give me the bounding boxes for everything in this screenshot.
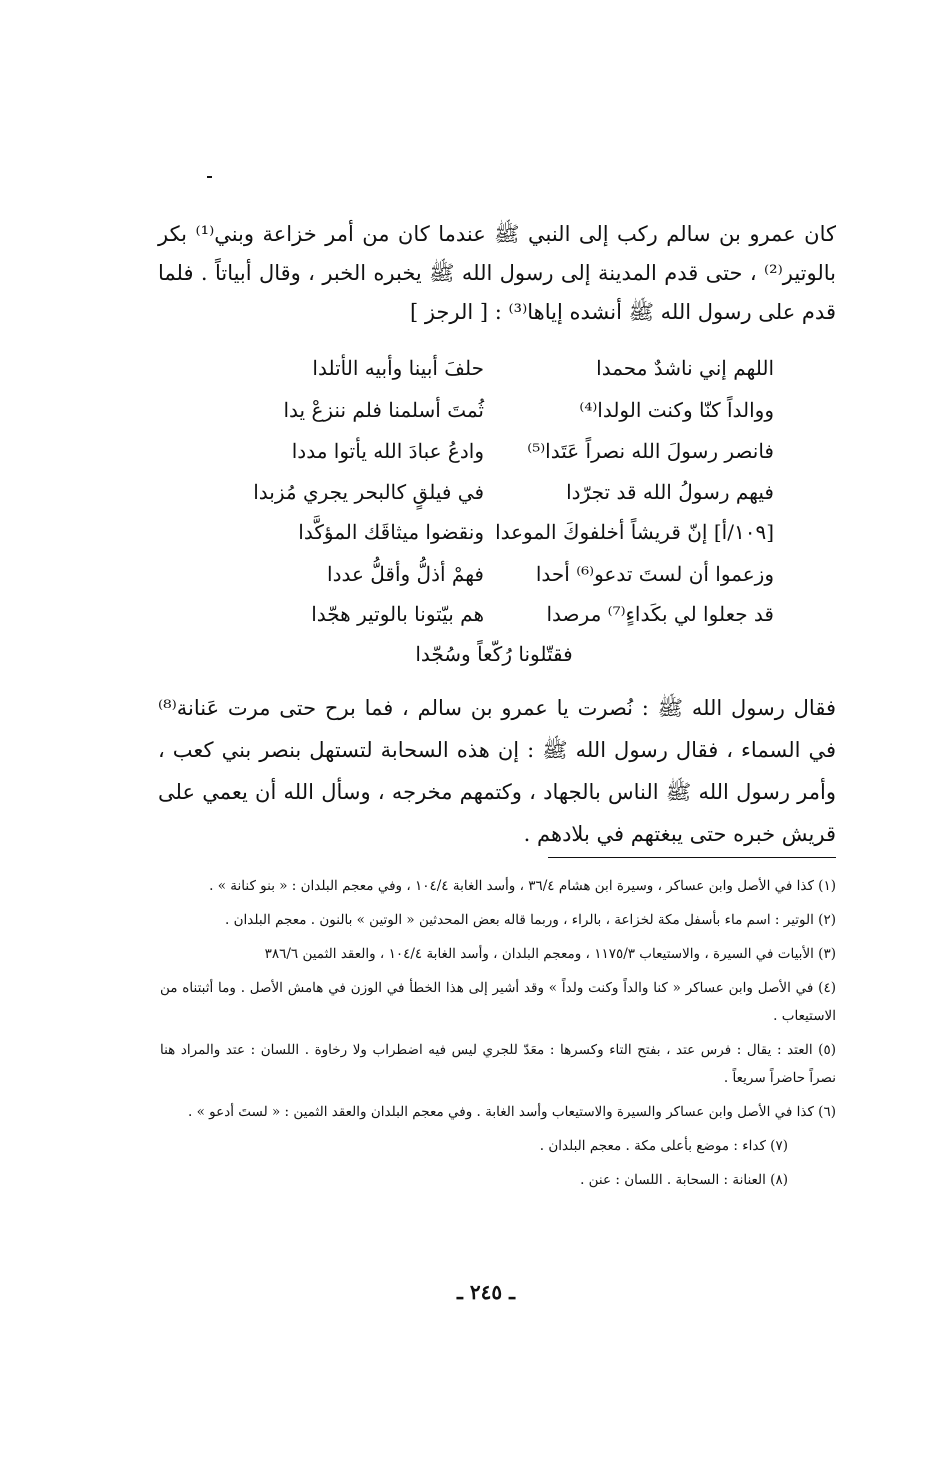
intro-text: كان عمرو بن سالم ركب إلى النبي ﷺ عندما كان من أمر خزاعة وبني⁽¹⁾ بكر بالوتير⁽²⁾ ، حتى قدم المدينة إلى رسول الله ﷺ يخبره الخبر ، وقال أبياتاً . فلما قدم على رسول الله ﷺ أنشده إياها⁽³⁾ : [ الرجز ]: [158, 222, 836, 324]
verse-second-half: فهمْ أذلُّ وأقلُّ عددا: [327, 562, 484, 586]
verse-second-half: في فيلقٍ كالبحر يجري مُزبدا: [253, 480, 484, 504]
footnote: (٥) العتد : يقال : فرس عتد ، بفتح التاء وكسرها : معَدّ للجري ليس فيه اضطراب ولا رخاوة . اللسان : عتد والمراد هنا نصراً حاضراً سريعاً .: [160, 1042, 836, 1086]
verse-first-half: قد جعلوا لي بكَداءٍ⁽⁷⁾ مرصدا: [546, 602, 774, 626]
verse-second-half: ونقضوا ميثاقَك المؤكَّدا: [298, 520, 484, 544]
scan-mark: [207, 176, 212, 178]
intro-paragraph: [158, 215, 836, 332]
poem-last-line: فقتّلونا رُكّعاً وسُجّدا: [415, 642, 573, 666]
verse-second-half: هم بيّتونا بالوتير هجّدا: [311, 602, 484, 626]
poem-verse: [214, 356, 774, 398]
footnote: (٢) الوتير : اسم ماء بأسفل مكة لخزاعة ، بالراء ، وربما قاله بعض المحدثين « الوتين » بالنون . معجم البلدان .: [225, 912, 836, 928]
poem-verse: [214, 520, 774, 562]
verse-first-half: اللهم إني ناشدٌ محمدا: [596, 356, 774, 380]
poem-verse: [214, 602, 774, 644]
verse-first-half: وزعموا أن لستَ تدعو⁽⁶⁾ أحدا: [535, 562, 774, 586]
verse-first-half: [١٠٩/أ] إنّ قريشاً أخلفوكَ الموعدا: [495, 520, 774, 544]
verse-second-half: ثُمتَ أسلمنا فلم ننزعْ يدا: [283, 398, 484, 422]
closing-text: فقال رسول الله ﷺ : نُصرت يا عمرو بن سالم ، فما برح حتى مرت عَنانة⁽⁸⁾ في السماء ، فقال رسول الله ﷺ : إن هذه السحابة لتستهل بنصر بني كعب ، وأمر رسول الله ﷺ الناس بالجهاد ، وكتمهم مخرجه ، وسأل الله أن يعمي على قريش خبره حتى يبغتهم في بلادهم .: [158, 696, 836, 846]
footnotes: [160, 872, 836, 1200]
poem-verse: [214, 439, 774, 481]
verse-first-half: ووالداً كنّا وكنت الولدا⁽⁴⁾: [579, 398, 774, 422]
poem-verse: [214, 562, 774, 604]
verse-second-half: حلفَ أبينا وأبيه الأتلدا: [312, 356, 484, 380]
poem-verse: [214, 398, 774, 440]
footnote: (١) كذا في الأصل وابن عساكر ، وسيرة ابن هشام ٣٦/٤ ، وأسد الغابة ١٠٤/٤ ، وفي معجم البلدان : « بنو كنانة » .: [209, 878, 836, 894]
page-number: ـ ٢٤٥ ـ: [457, 1280, 515, 1304]
footnote: (٨) العنانة : السحابة . اللسان : عنن .: [580, 1172, 788, 1188]
footnote: (٧) كداء : موضع بأعلى مكة . معجم البلدان .: [539, 1138, 788, 1154]
poem-verse: [214, 480, 774, 522]
verse-second-half: وادعُ عبادَ الله يأتوا مددا: [291, 439, 484, 463]
closing-paragraph: [158, 687, 836, 855]
footnote: (٦) كذا في الأصل وابن عساكر والسيرة والاستيعاب وأسد الغابة . وفي معجم البلدان والعقد الثمين : « لستَ أدعو » .: [188, 1104, 836, 1120]
verse-first-half: فانصر رسولَ الله نصراً عَتَدا⁽⁵⁾: [527, 439, 774, 463]
verse-first-half: فيهم رسولُ الله قد تجرّدا: [566, 480, 774, 504]
footnote: (٣) الأبيات في السيرة ، والاستيعاب ١١٧٥/٣ ، ومعجم البلدان ، وأسد الغابة ١٠٤/٤ ، والعقد الثمين ٣٨٦/٦: [264, 946, 836, 962]
footnote-separator: [548, 857, 836, 858]
footnote: (٤) في الأصل وابن عساكر « كنا والداً وكنت ولداً » وقد أشير إلى هذا الخطأ في الوزن في هامش الأصل . وما أثبتناه من الاستيعاب .: [160, 980, 836, 1024]
